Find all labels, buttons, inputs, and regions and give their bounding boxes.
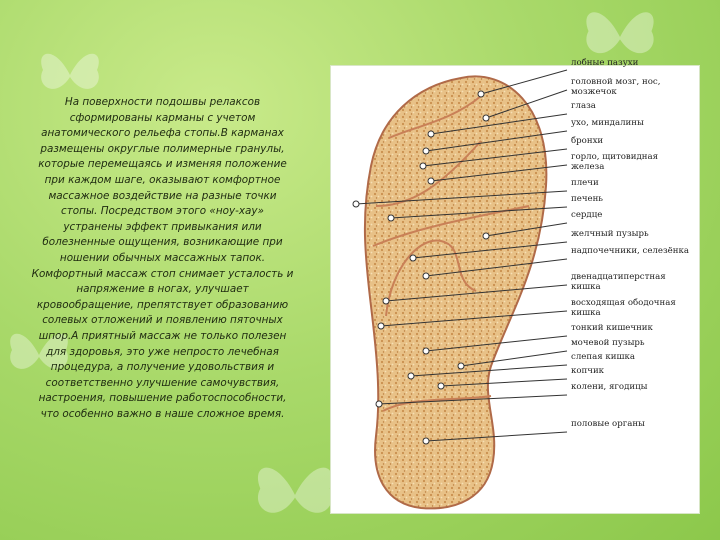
label-ear-tonsils: ухо, миндалины (571, 118, 644, 128)
label-coccyx: копчик (571, 366, 605, 376)
pointer-dot (423, 148, 429, 154)
label-small-intestine: тонкий кишечник (571, 323, 653, 333)
pointer-dot (423, 348, 429, 354)
label-bladder: мочевой пузырь (571, 338, 645, 348)
pointer-dot (353, 201, 359, 207)
label-brain-nose-cerebellum: головной мозг, нос, мозжечок (571, 77, 661, 97)
pointer-dot (376, 401, 382, 407)
pointer-dot (428, 178, 434, 184)
pointer-dot (438, 383, 444, 389)
label-throat-thyroid: горло, щитовидная железа (571, 152, 659, 172)
label-ascending-colon: восходящая ободочная кишка (571, 298, 676, 318)
pointer-dot (378, 323, 384, 329)
pointer-dot (388, 215, 394, 221)
pointer-dot (428, 131, 434, 137)
pointer-dot (383, 298, 389, 304)
pointer-dot (410, 255, 416, 261)
label-adrenals-spleen: надпочечники, селезёнка (571, 246, 689, 256)
label-bronchi: бронхи (571, 136, 604, 146)
label-genitals: половые органы (571, 419, 645, 429)
pointer-dot (458, 363, 464, 369)
label-heart: сердце (571, 210, 603, 220)
pointer-dot (408, 373, 414, 379)
label-eyes: глаза (571, 101, 596, 111)
label-liver: печень (571, 194, 603, 204)
label-shoulders: плечи (571, 178, 599, 188)
description-text: На поверхности подошвы релаксов сформированы карманы с учетом анатомического рельефа стопы.В карманах размещены округлые полимерные гранулы, которые перемещаясь и изменяя положение при каждом шаге, оказывают комфортное массажное воздействие на разные точки стопы. Посредством этого «ноу-хау» устранены эффект привыкания или болезненные ощущения, возникающие при ношении обычных массажных тапок. Комфортный массаж стоп снимает усталость и напряжение в ногах, улучшает кровообращение, препятствует образованию солевых отложений и появлению пяточных шпор.А приятный массаж не только полезен для здоровья, это уже непросто лечебная процедура, а получение удовольствия и соответственно улучшение самочувствия, настроения, повышение работоспособности, что особенно важно в наше сложное время. (31, 96, 294, 420)
butterfly-decoration-icon (250, 455, 340, 535)
pointer-dot (478, 91, 484, 97)
pointer-dot (423, 438, 429, 444)
label-gallbladder: желчный пузырь (571, 229, 649, 239)
pointer-dot (483, 115, 489, 121)
insole-shape (365, 76, 546, 508)
pointer-dot (420, 163, 426, 169)
foot-reflexology-diagram (331, 58, 699, 513)
pointer-dot (423, 273, 429, 279)
label-cecum: слепая кишка (571, 352, 635, 362)
label-frontal-sinuses: лобные пазухи (571, 58, 639, 68)
pointer-dot (483, 233, 489, 239)
label-knees-buttocks: колени, ягодицы (571, 382, 648, 392)
label-duodenum: двенадцатиперстная кишка (571, 272, 666, 292)
